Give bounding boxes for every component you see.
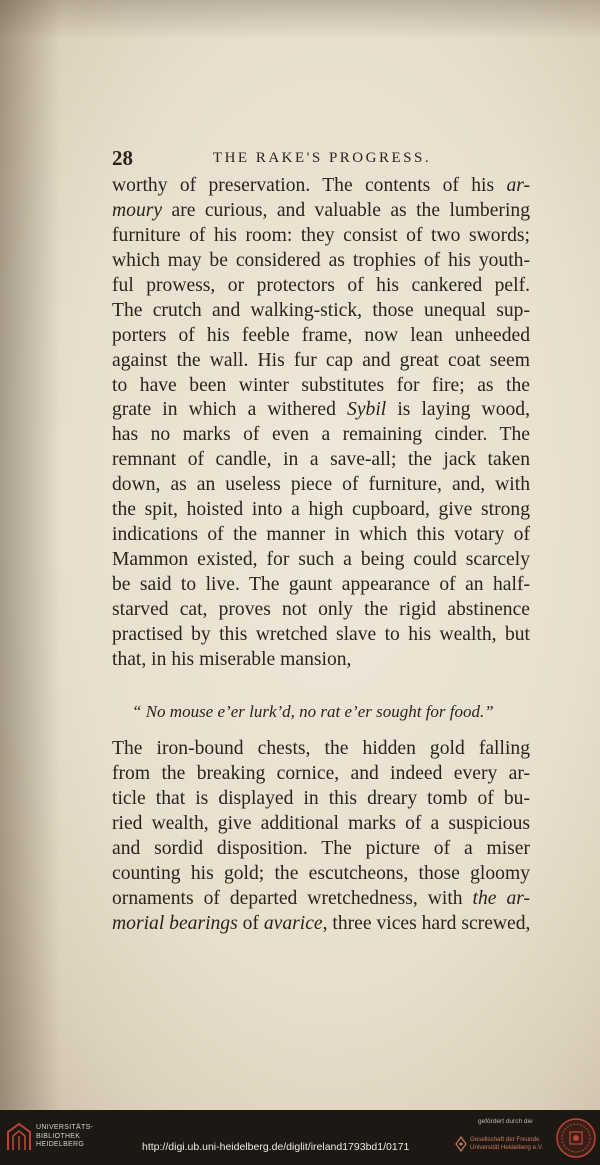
text-run: The iron-bound chests, the hidden gold falling xyxy=(112,738,530,759)
society-mark-icon xyxy=(455,1136,467,1152)
text-line xyxy=(112,912,530,937)
university-seal-icon xyxy=(556,1116,596,1160)
text-run: and sordid disposition. The picture of a miser xyxy=(112,837,530,859)
text-run: are curious, and valuable as the lumbering xyxy=(162,199,530,221)
text-run: furniture of his room: they consist of two swords; xyxy=(112,224,530,246)
footer-bar xyxy=(0,1110,600,1165)
italic-text: the ar- xyxy=(472,887,530,909)
text-line xyxy=(112,648,530,673)
text-run: remnant of candle, in a save-all; the jack taken xyxy=(112,449,530,471)
text-line xyxy=(112,598,530,623)
text-line xyxy=(112,174,530,199)
text-line xyxy=(112,473,530,498)
text-run: is laying wood, xyxy=(386,399,530,421)
italic-text: Sybil xyxy=(347,399,387,421)
italic-text: ar- xyxy=(506,175,530,196)
text-line xyxy=(112,862,530,887)
funded-by-label: gefördert durch die xyxy=(478,1118,533,1125)
text-run: ried wealth, give additional marks of a suspicious xyxy=(112,812,530,834)
top-shadow xyxy=(0,0,600,40)
text-line xyxy=(112,299,530,324)
text-run: practised by this wretched slave to his wealth, but xyxy=(112,623,530,645)
italic-text: avarice xyxy=(263,912,323,934)
text-line xyxy=(112,887,530,912)
text-line xyxy=(112,423,530,448)
italic-text: moury xyxy=(112,199,163,221)
text-line xyxy=(112,274,530,299)
text-line xyxy=(112,398,530,423)
text-line xyxy=(112,837,530,862)
library-name: UNIVERSITÄTS- BIBLIOTHEK HEIDELBERG xyxy=(36,1124,94,1148)
text-line xyxy=(112,573,530,598)
text-run: has no marks of even a remaining cinder. The xyxy=(112,424,530,446)
text-run: from the breaking cornice, and indeed every ar- xyxy=(112,762,530,784)
text-run: porters of his feeble frame, now lean unheeded xyxy=(112,324,530,346)
text-line xyxy=(112,812,530,837)
text-line xyxy=(112,324,530,349)
text-run: ticle that is displayed in this dreary tomb of bu- xyxy=(112,787,530,809)
permalink-url[interactable]: http://digi.ub.uni-heidelberg.de/diglit/ireland1793bd1/0171 xyxy=(142,1141,410,1153)
text-run: Mammon existed, for such a being could scarcely xyxy=(112,549,530,571)
text-line xyxy=(112,623,530,648)
text-line xyxy=(112,523,530,548)
body-text-first xyxy=(112,174,530,673)
text-line xyxy=(112,737,530,762)
text-line xyxy=(112,787,530,812)
university-library-logo xyxy=(6,1122,32,1152)
text-run: indications of the manner in which this votary of xyxy=(112,524,530,546)
italic-text: morial bearings xyxy=(112,912,238,934)
text-run: down, as an useless piece of furniture, and, with xyxy=(112,474,530,496)
text-run: which may be considered as trophies of his youth- xyxy=(112,249,530,271)
text-run: that, in his miserable mansion, xyxy=(112,648,352,670)
society-name: Gesellschaft der Freunde Universität Heidelberg e.V. xyxy=(470,1136,544,1151)
text-run: counting his gold; the escutcheons, those gloomy xyxy=(112,862,530,884)
text-line xyxy=(112,249,530,274)
text-run: ful prowess, or protectors of his cankered pelf. xyxy=(112,274,530,296)
text-line xyxy=(112,374,530,399)
text-line xyxy=(112,349,530,374)
text-line xyxy=(112,224,530,249)
text-run: be said to live. The gaunt appearance of an half- xyxy=(112,574,530,595)
verse-quotation: “ No mouse e’er lurk’d, no rat e’er sought for food.” xyxy=(132,702,494,721)
text-run: The crutch and walking-stick, those unequal sup- xyxy=(112,299,530,321)
text-line xyxy=(112,448,530,473)
text-line xyxy=(112,548,530,573)
running-title: THE RAKE'S PROGRESS. xyxy=(212,150,432,166)
page-number: 28 xyxy=(112,146,133,170)
text-run: worthy of preservation. The contents of his xyxy=(112,175,507,196)
body-text-second xyxy=(112,737,530,937)
text-run: starved cat, proves not only the rigid abstinence xyxy=(112,598,530,620)
gutter-shadow xyxy=(0,0,60,1110)
text-run: the spit, hoisted into a high cupboard, give strong xyxy=(112,499,530,521)
text-run: ornaments of departed wretchedness, with xyxy=(112,887,473,909)
text-line xyxy=(112,199,530,224)
text-run: to have been winter substitutes for fire; as the xyxy=(112,374,530,396)
page-header xyxy=(112,146,532,170)
text-run: , three vices hard screwed, xyxy=(322,912,531,934)
text-line xyxy=(112,762,530,787)
text-run: grate in which a withered xyxy=(112,399,348,421)
text-run: of xyxy=(237,912,264,934)
text-line xyxy=(112,498,530,523)
text-run: against the wall. His fur cap and great coat seem xyxy=(112,349,530,371)
